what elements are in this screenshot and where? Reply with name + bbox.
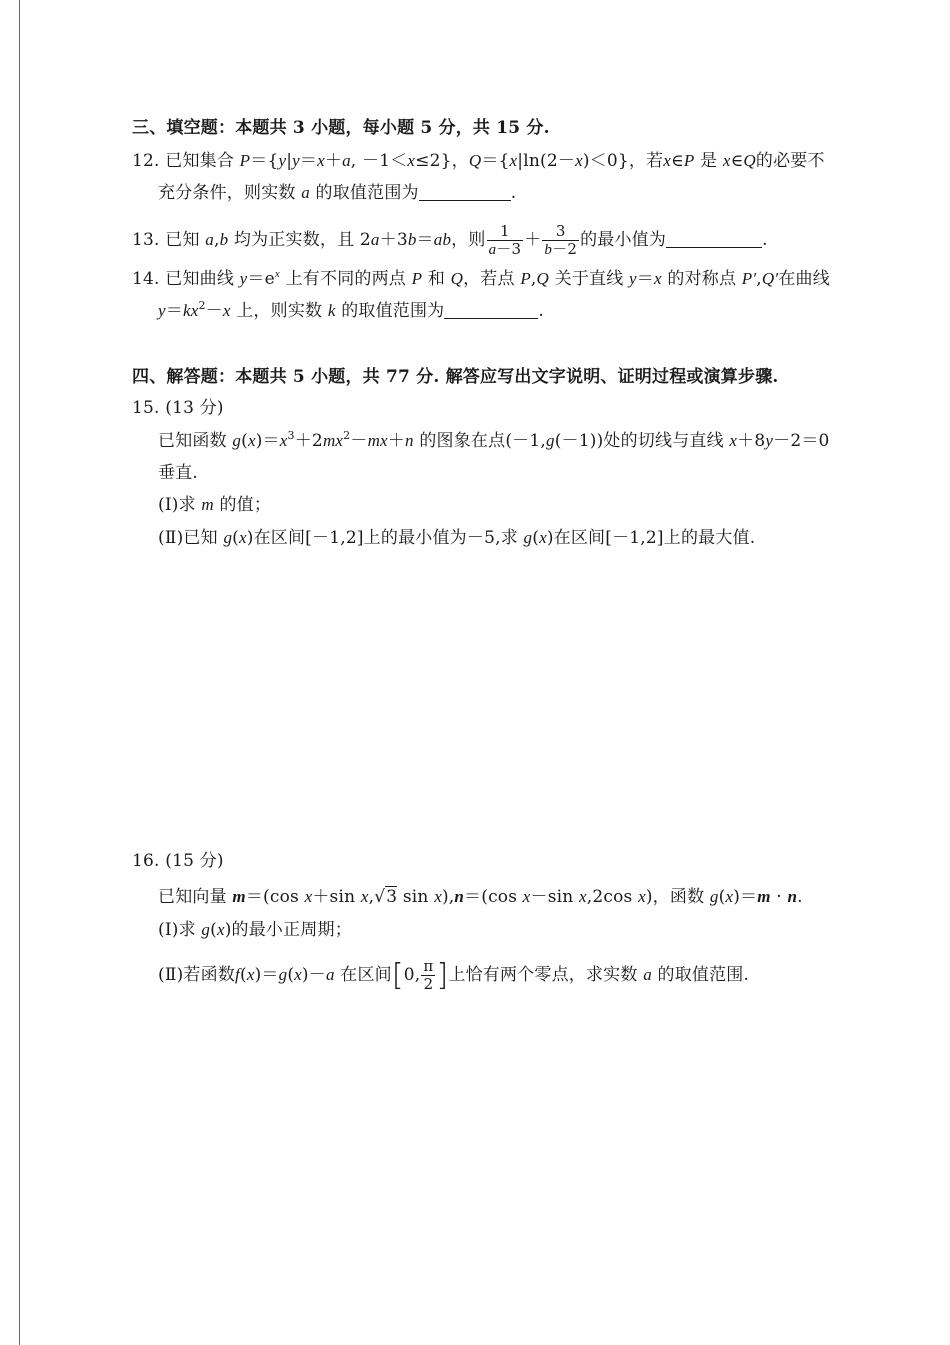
question-15-part1: (Ⅰ)求 m 的值； (158, 495, 272, 515)
section-4-header: 四、解答题：本题共 5 小题，共 77 分. 解答应写出文字说明、证明过程或演算步骤. (132, 367, 779, 387)
question-15-line2: 垂直. (158, 463, 199, 483)
question-12-line1: 12. 已知集合 P＝{y|y＝x＋a, －1＜x≤2}，Q＝{x|ln(2－x)＜0}，若x∈P 是 x∈Q的必要不 (132, 151, 825, 171)
section-3-header: 三、填空题：本题共 3 小题，每小题 5 分，共 15 分. (132, 118, 550, 138)
fraction-1-over-a-3: $\frac{1}{a-3}$ (488, 221, 522, 258)
question-16-line1: 已知向量 m＝(cos x＋sin x,√3 sin x),n＝(cos x－sin x,2cos x)，函数 g(x)＝m · n. (158, 887, 803, 907)
question-15-part2: (Ⅱ)已知 g(x)在区间[－1,2]上的最小值为－5,求 g(x)在区间[－1,2]上的最大值. (158, 528, 756, 548)
set-q-definition: Q＝{x|ln(2－x)＜0} (468, 151, 629, 171)
question-16-part1: (Ⅰ)求 g(x)的最小正周期； (158, 920, 352, 940)
answer-blank-12 (419, 184, 511, 201)
question-15-number: 15. (13 分) (132, 398, 224, 418)
q12-number: 12. (132, 151, 160, 171)
question-15-line1: 已知函数 $g(x)=x^3+2mx^2-mx+n$ 的图象在点(－1,g(－1))处的切线与直线 x＋8y－2＝0 (158, 429, 830, 451)
question-12-line2: 充分条件，则实数 a 的取值范围为 . (158, 183, 517, 203)
question-14-line1: 14. 已知曲线 $y=e^x$ 上有不同的两点 P 和 Q，若点 P,Q 关于直线 y＝x 的对称点 P′,Q′在曲线 (132, 268, 830, 289)
answer-blank-14 (444, 302, 538, 319)
question-16-number: 16. (15 分) (132, 851, 224, 871)
answer-blank-13 (666, 231, 762, 248)
fraction-pi-over-2: $\frac{\pi}{2}$ (423, 957, 434, 993)
question-13: 13. 已知 a,b 均为正实数，且 2a＋3b＝ab，则 $\frac{1}{a-3}$ ＋ $\frac{3}{b-2}$ 的最小值为 . (132, 221, 768, 258)
page-left-edge (19, 0, 20, 1345)
fraction-3-over-b-2: $\frac{3}{b-2}$ (544, 221, 578, 258)
question-16-part2: (Ⅱ)若函数f(x)＝g(x)－a 在区间[0, $\frac{\pi}{2}$ ]上恰有两个零点，求实数 a 的取值范围. (158, 957, 750, 993)
question-14-line2: $y=kx^2-x$ 上，则实数 k 的取值范围为 . (158, 299, 544, 321)
